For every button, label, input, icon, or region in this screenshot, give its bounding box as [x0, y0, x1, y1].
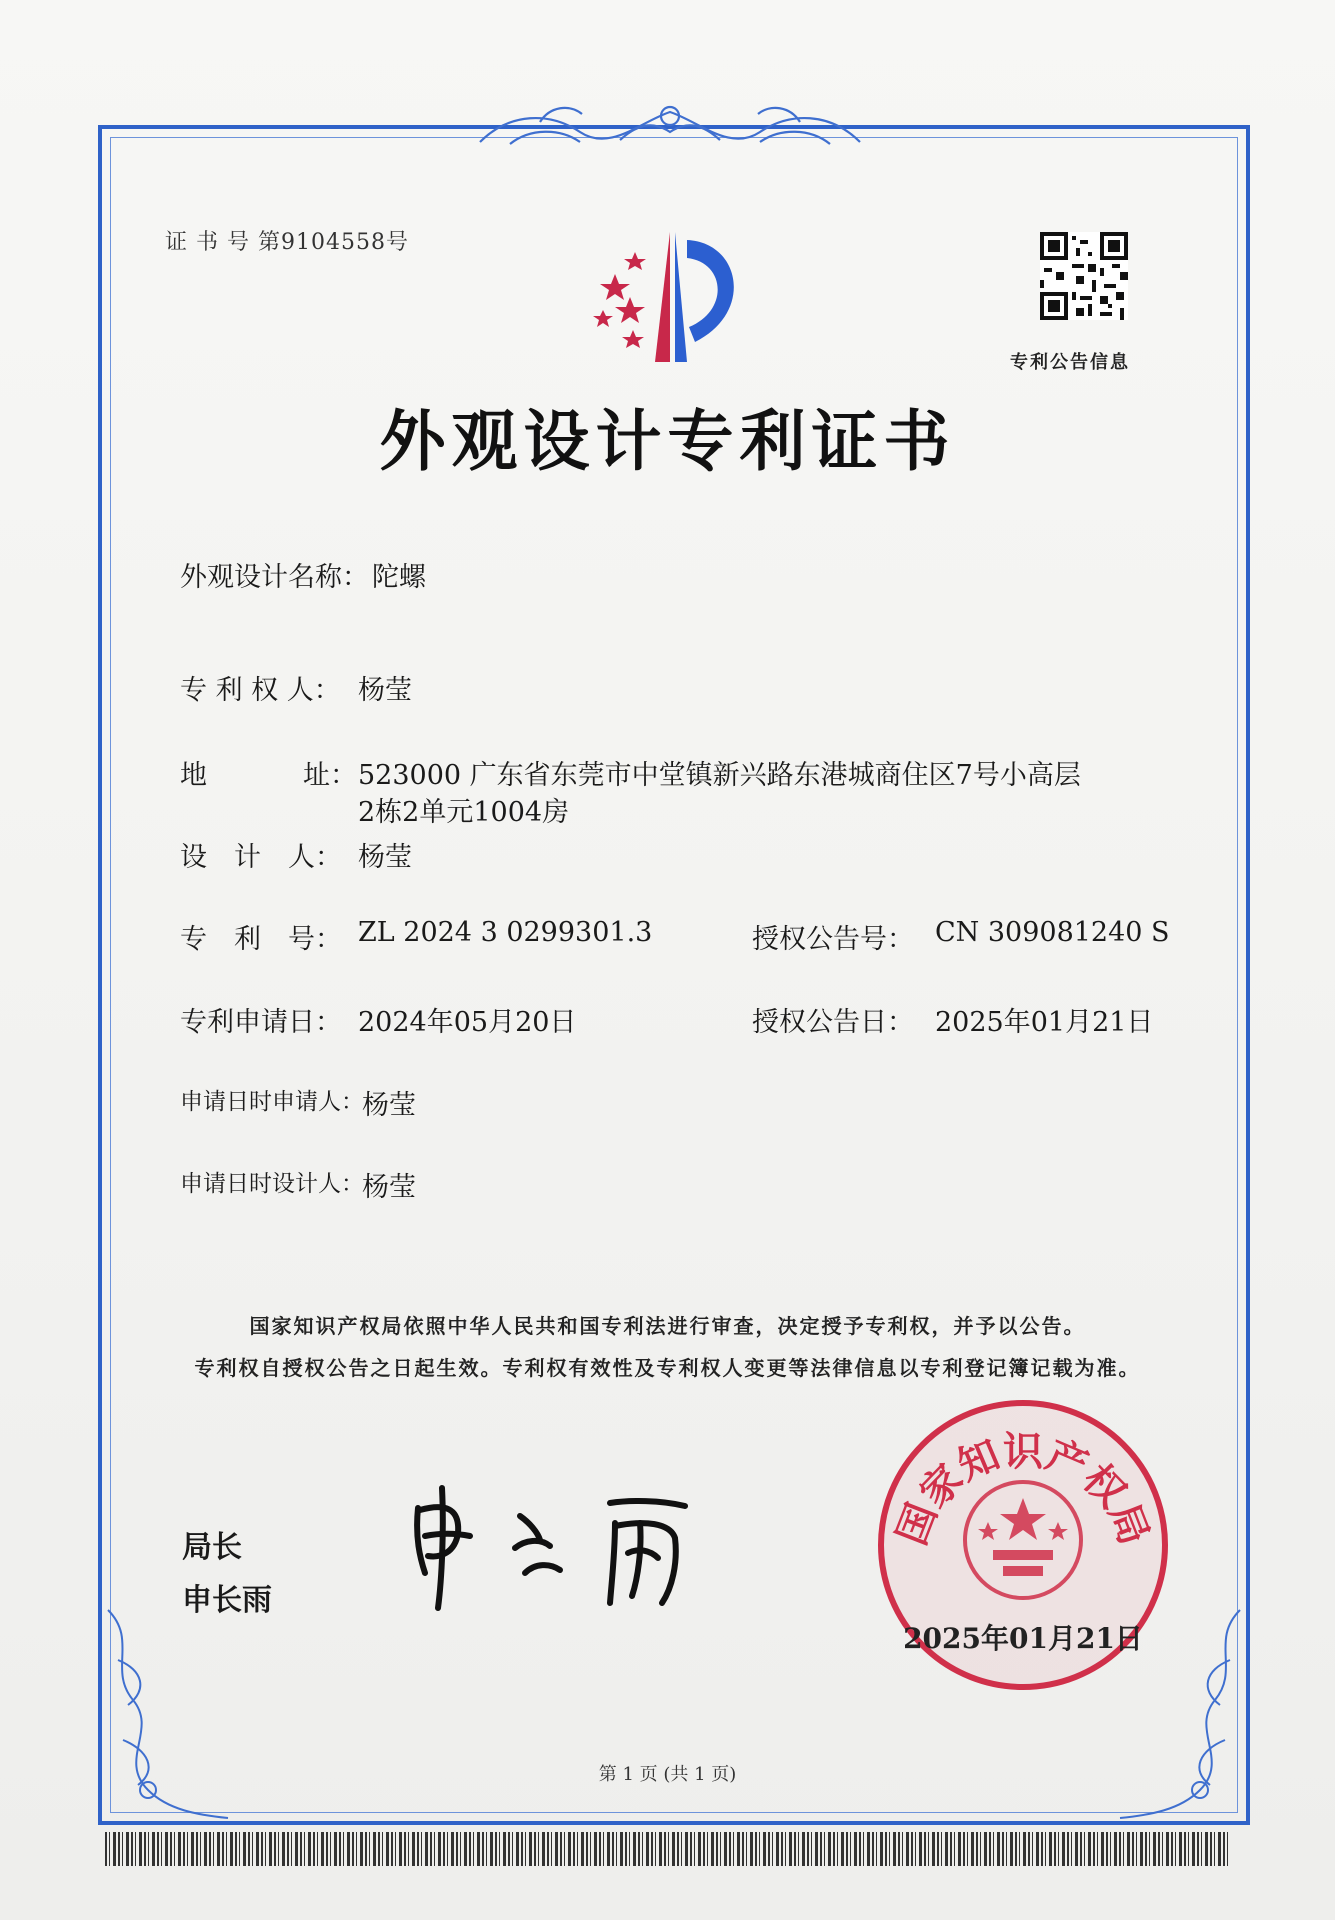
designer-value: 杨莹 [358, 842, 412, 873]
address-line-2: 2栋2单元1004房 [358, 797, 570, 828]
address-line-1: 523000 广东省东莞市中堂镇新兴路东港城商住区7号小高层 [358, 760, 1081, 791]
design-name-label: 外观设计名称： [180, 562, 369, 593]
patent-number-label: 专 利 号： [180, 924, 342, 955]
applicant-at-filing-label: 申请日时申请人： [180, 1089, 364, 1115]
bottom-left-ornament [88, 1600, 238, 1830]
director-name: 申长雨 [182, 1583, 272, 1618]
notice-line-2: 专利权自授权公告之日起生效。专利权有效性及专利权人变更等法律信息以专利登记簿记载为准。 [194, 1356, 1141, 1380]
page-title: 外观设计专利证书 [379, 402, 956, 480]
official-seal [868, 1390, 1178, 1700]
announcement-date-label: 授权公告日： [752, 1007, 914, 1038]
patent-number-value: ZL 2024 3 0299301.3 [358, 917, 653, 948]
announcement-number-value: CN 309081240 S [935, 917, 1170, 948]
director-signature [400, 1478, 720, 1618]
application-date-label: 专利申请日： [180, 1007, 342, 1038]
top-ornament [470, 92, 870, 162]
barcode [105, 1832, 1230, 1866]
cnipa-emblem-icon [575, 222, 775, 372]
certificate-number: 证 书 号 第9104558号 [165, 230, 409, 255]
notice-line-1: 国家知识产权局依照中华人民共和国专利法进行审查，决定授予专利权，并予以公告。 [249, 1314, 1086, 1338]
application-date-value: 2024年05月20日 [358, 1007, 577, 1038]
qr-caption: 专利公告信息 [1010, 352, 1130, 373]
seal-text: 国家知识产权局 [887, 1428, 1159, 1552]
address-label-first: 地 [180, 760, 207, 791]
patentee-value: 杨莹 [358, 675, 412, 706]
announcement-number-label: 授权公告号： [752, 924, 914, 955]
qr-code-icon[interactable] [1040, 232, 1128, 320]
director-title: 局长 [182, 1530, 242, 1565]
patentee-label: 专 利 权 人： [180, 675, 341, 706]
applicant-at-filing-value: 杨莹 [362, 1090, 416, 1121]
design-name-value: 陀螺 [372, 562, 426, 593]
announcement-date-value: 2025年01月21日 [935, 1007, 1154, 1038]
seal-date: 2025年01月21日 [903, 1622, 1143, 1655]
page-number: 第 1 页 (共 1 页) [598, 1764, 737, 1785]
address-label-second: 址： [303, 760, 357, 791]
designer-label: 设 计 人： [180, 842, 342, 873]
designer-at-filing-label: 申请日时设计人： [180, 1171, 364, 1197]
designer-at-filing-value: 杨莹 [362, 1172, 416, 1203]
